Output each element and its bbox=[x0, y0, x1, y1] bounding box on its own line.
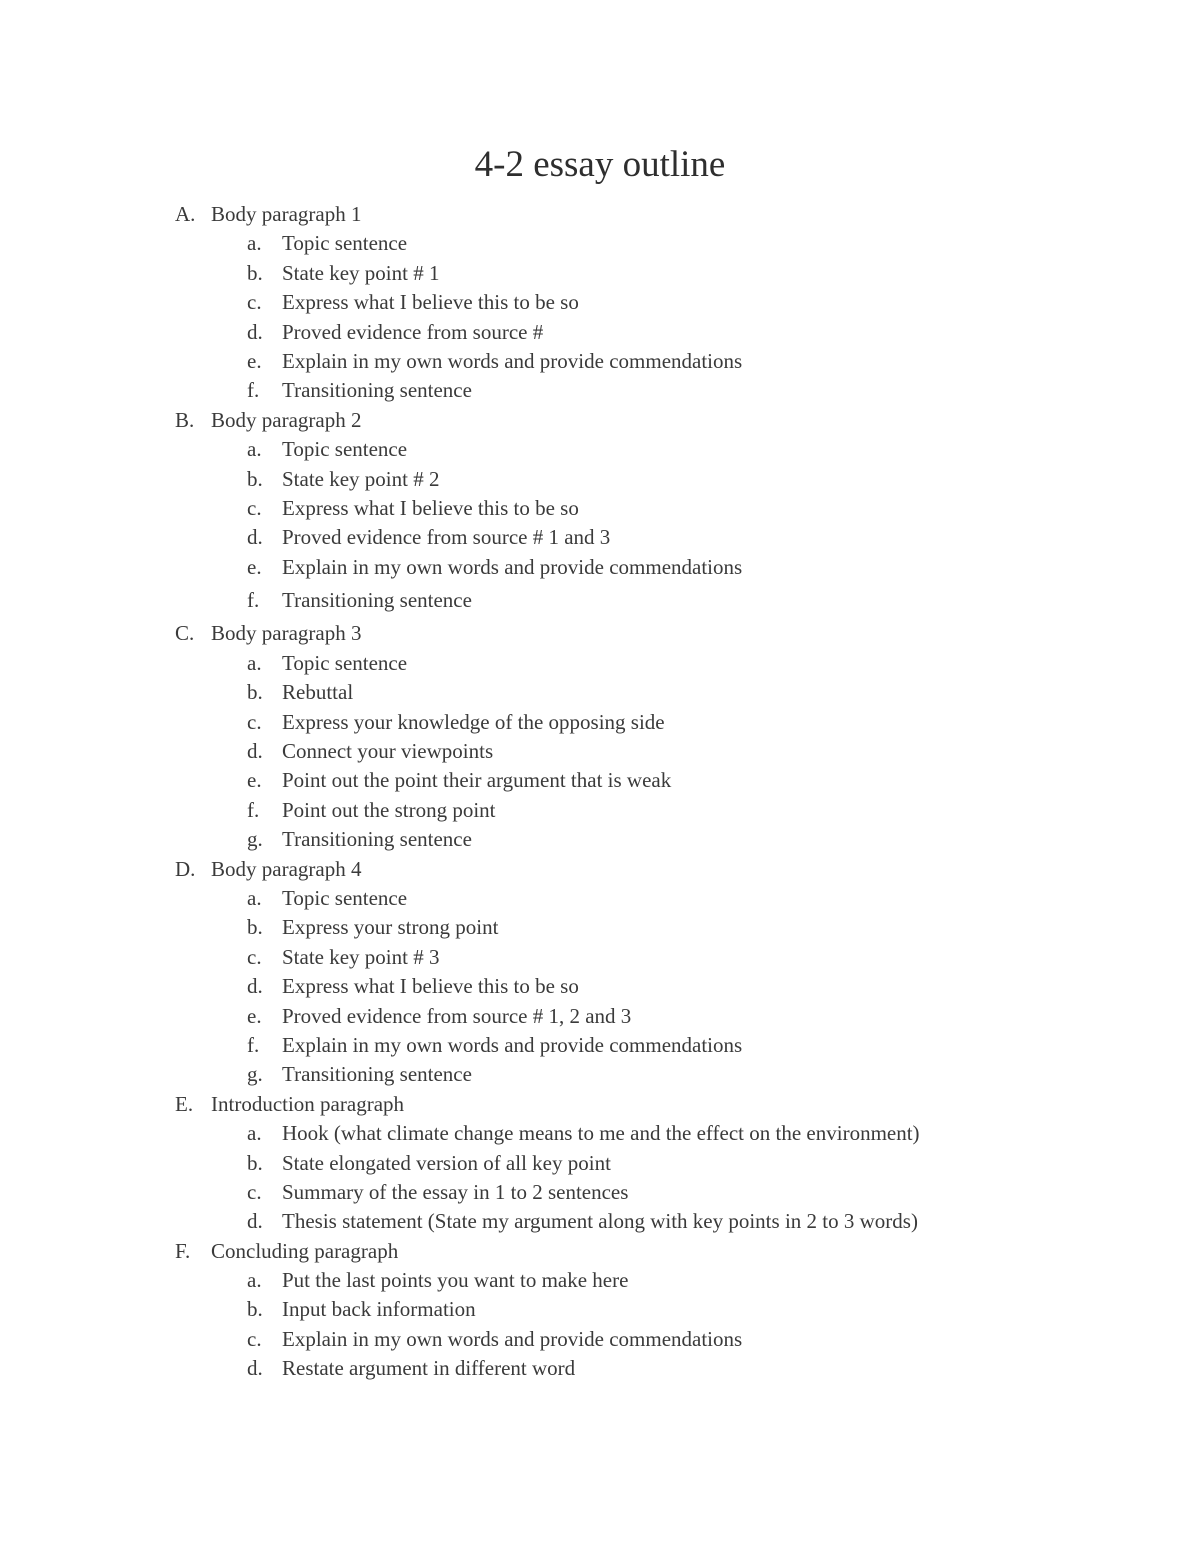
item-text: Put the last points you want to make here bbox=[282, 1268, 629, 1293]
item-marker: a. bbox=[247, 650, 262, 675]
outline-item bbox=[0, 376, 1200, 405]
item-marker: f. bbox=[247, 797, 260, 822]
outline-item bbox=[0, 347, 1200, 376]
item-marker: c. bbox=[247, 1326, 262, 1351]
item-marker: d. bbox=[247, 525, 263, 550]
item-text: State key point # 3 bbox=[282, 944, 440, 969]
item-marker: d. bbox=[247, 1209, 263, 1234]
item-text: Point out the strong point bbox=[282, 797, 496, 822]
item-marker: c. bbox=[247, 709, 262, 734]
outline-item bbox=[0, 649, 1200, 678]
section-marker: B. bbox=[175, 407, 195, 432]
item-marker: b. bbox=[247, 915, 263, 940]
item-marker: f. bbox=[247, 1032, 260, 1057]
item-text: Proved evidence from source # bbox=[282, 319, 544, 344]
outline-item bbox=[0, 586, 1200, 615]
section-heading: Body paragraph 3 bbox=[211, 621, 362, 646]
section-heading: Body paragraph 4 bbox=[211, 856, 362, 881]
section-marker: C. bbox=[175, 621, 195, 646]
item-marker: a. bbox=[247, 437, 262, 462]
item-text: Rebuttal bbox=[282, 680, 354, 705]
outline-section-heading bbox=[0, 406, 1200, 435]
item-text: Hook (what climate change means to me and the effect on the environment) bbox=[282, 1121, 920, 1146]
item-marker: c. bbox=[247, 290, 262, 315]
outline-item bbox=[0, 1031, 1200, 1060]
item-marker: e. bbox=[247, 768, 262, 793]
item-marker: b. bbox=[247, 260, 263, 285]
section-marker: A. bbox=[175, 202, 196, 226]
outline-item bbox=[0, 523, 1200, 552]
item-marker: e. bbox=[247, 348, 262, 373]
item-text: Connect your viewpoints bbox=[282, 739, 494, 764]
item-text: State key point # 2 bbox=[282, 466, 440, 491]
outline-item bbox=[0, 1060, 1200, 1089]
section-heading: Body paragraph 1 bbox=[211, 202, 362, 226]
item-marker: e. bbox=[247, 1003, 262, 1028]
item-text: State key point # 1 bbox=[282, 260, 440, 285]
outline-section-heading bbox=[0, 1090, 1200, 1119]
essay-outline bbox=[0, 200, 1200, 1384]
outline-item bbox=[0, 737, 1200, 766]
outline-item bbox=[0, 913, 1200, 942]
item-marker: a. bbox=[247, 231, 262, 256]
item-text: Point out the point their argument that is weak bbox=[282, 768, 672, 793]
item-text: Express what I believe this to be so bbox=[282, 974, 579, 999]
outline-item bbox=[0, 1002, 1200, 1031]
item-text: Topic sentence bbox=[282, 437, 408, 462]
outline-item bbox=[0, 1207, 1200, 1236]
item-text: Topic sentence bbox=[282, 650, 408, 675]
item-text: Restate argument in different word bbox=[282, 1356, 576, 1381]
outline-item bbox=[0, 1149, 1200, 1178]
item-marker: g. bbox=[247, 1062, 263, 1087]
outline-item bbox=[0, 1325, 1200, 1354]
outline-item bbox=[0, 1354, 1200, 1383]
item-text: Topic sentence bbox=[282, 885, 408, 910]
outline-item bbox=[0, 708, 1200, 737]
outline-item bbox=[0, 259, 1200, 288]
item-marker: a. bbox=[247, 1121, 262, 1146]
document-title: 4-2 essay outline bbox=[474, 144, 726, 185]
outline-section-heading bbox=[0, 1237, 1200, 1266]
outline-item bbox=[0, 318, 1200, 347]
item-marker: g. bbox=[247, 827, 263, 852]
section-heading: Body paragraph 2 bbox=[211, 407, 362, 432]
outline-item bbox=[0, 884, 1200, 913]
item-text: Explain in my own words and provide commendations bbox=[282, 348, 743, 373]
item-marker: c. bbox=[247, 1179, 262, 1204]
item-text: Topic sentence bbox=[282, 231, 408, 256]
section-heading: Concluding paragraph bbox=[211, 1238, 399, 1263]
outline-item bbox=[0, 1295, 1200, 1324]
item-text: Summary of the essay in 1 to 2 sentences bbox=[282, 1179, 629, 1204]
item-text: Transitioning sentence bbox=[282, 827, 472, 852]
outline-item bbox=[0, 435, 1200, 464]
outline-item bbox=[0, 1119, 1200, 1148]
item-text: Explain in my own words and provide commendations bbox=[282, 1326, 743, 1351]
outline-item bbox=[0, 465, 1200, 494]
outline-item bbox=[0, 1178, 1200, 1207]
item-marker: d. bbox=[247, 319, 263, 344]
item-text: Thesis statement (State my argument along with key points in 2 to 3 words) bbox=[282, 1209, 918, 1234]
item-marker: f. bbox=[247, 378, 260, 403]
item-marker: e. bbox=[247, 554, 262, 579]
outline-section-heading bbox=[0, 855, 1200, 884]
section-marker: D. bbox=[175, 856, 196, 881]
outline-item bbox=[0, 943, 1200, 972]
outline-item bbox=[0, 1266, 1200, 1295]
item-text: State elongated version of all key point bbox=[282, 1150, 611, 1175]
item-text: Transitioning sentence bbox=[282, 378, 472, 403]
item-text: Express your knowledge of the opposing side bbox=[282, 709, 665, 734]
section-heading: Introduction paragraph bbox=[211, 1091, 405, 1116]
item-text: Express what I believe this to be so bbox=[282, 290, 579, 315]
item-text: Express your strong point bbox=[282, 915, 499, 940]
outline-section-heading bbox=[0, 619, 1200, 648]
section-marker: E. bbox=[175, 1091, 194, 1116]
outline-item bbox=[0, 288, 1200, 317]
outline-section-heading bbox=[0, 200, 1200, 229]
outline-item bbox=[0, 766, 1200, 795]
item-marker: c. bbox=[247, 495, 262, 520]
item-text: Explain in my own words and provide commendations bbox=[282, 1032, 743, 1057]
item-marker: c. bbox=[247, 944, 262, 969]
item-marker: b. bbox=[247, 1150, 263, 1175]
section-marker: F. bbox=[175, 1238, 191, 1263]
item-marker: f. bbox=[247, 588, 260, 613]
outline-item bbox=[0, 972, 1200, 1001]
item-marker: a. bbox=[247, 885, 262, 910]
item-text: Proved evidence from source # 1 and 3 bbox=[282, 525, 611, 550]
item-text: Explain in my own words and provide commendations bbox=[282, 554, 743, 579]
item-marker: d. bbox=[247, 739, 263, 764]
outline-item bbox=[0, 678, 1200, 707]
item-marker: b. bbox=[247, 466, 263, 491]
item-text: Proved evidence from source # 1, 2 and 3 bbox=[282, 1003, 632, 1028]
outline-item bbox=[0, 494, 1200, 523]
item-marker: b. bbox=[247, 680, 263, 705]
item-marker: b. bbox=[247, 1297, 263, 1322]
item-marker: d. bbox=[247, 974, 263, 999]
outline-item bbox=[0, 825, 1200, 854]
item-marker: d. bbox=[247, 1356, 263, 1381]
item-text: Express what I believe this to be so bbox=[282, 495, 579, 520]
item-text: Transitioning sentence bbox=[282, 588, 472, 613]
item-text: Transitioning sentence bbox=[282, 1062, 472, 1087]
outline-item bbox=[0, 553, 1200, 582]
outline-item bbox=[0, 229, 1200, 258]
item-marker: a. bbox=[247, 1268, 262, 1293]
outline-item bbox=[0, 796, 1200, 825]
item-text: Input back information bbox=[282, 1297, 476, 1322]
